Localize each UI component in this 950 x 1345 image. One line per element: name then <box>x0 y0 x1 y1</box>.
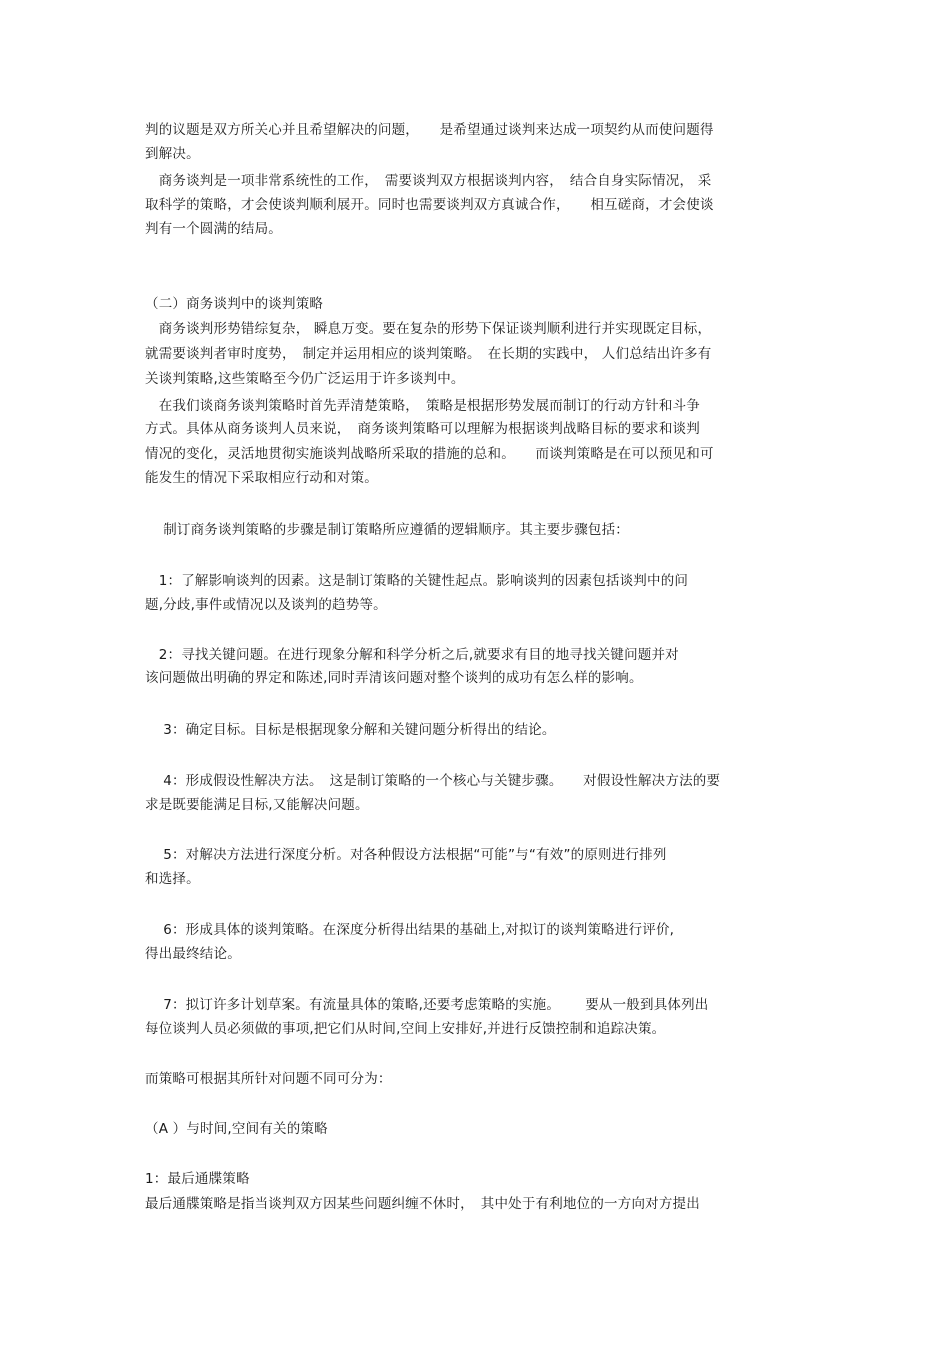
step-item: 1：了解影响谈判的因素。这是制订策略的关键性起点。影响谈判的因素包括谈判中的问 <box>145 573 689 589</box>
text-line: 判的议题是双方所关心并且希望解决的问题， 是希望通过谈判来达成一项契约从而使问题得 <box>145 122 714 138</box>
text-line: 到解决。 <box>145 146 200 162</box>
text-line: 该问题做出明确的界定和陈述,同时弄清该问题对整个谈判的成功有怎么样的影响。 <box>145 670 643 686</box>
step-item: 6：形成具体的谈判策略。在深度分析得出结果的基础上,对拟订的谈判策略进行评价, <box>145 922 675 938</box>
text-line: 关谈判策略,这些策略至今仍广泛运用于许多谈判中。 <box>145 371 465 387</box>
step-item: 4：形成假设性解决方法。 这是制订策略的一个核心与关键步骤。 对假设性解决方法的要 <box>145 773 721 789</box>
text-line: 题,分歧,事件或情况以及谈判的趋势等。 <box>145 597 387 613</box>
text-line: 取科学的策略，才会使谈判顺利展开。同时也需要谈判双方真诚合作， 相互磋商，才会使谈 <box>145 197 714 213</box>
subsection-heading: （A ）与时间,空间有关的策略 <box>145 1121 328 1137</box>
text-line: 商务谈判是一项非常系统性的工作， 需要谈判双方根据谈判内容， 结合自身实际情况， 采 <box>145 173 712 189</box>
text-line: 商务谈判形势错综复杂， 瞬息万变。要在复杂的形势下保证谈判顺利进行并实现既定目标， <box>145 321 712 337</box>
text-line: 方式。具体从商务谈判人员来说， 商务谈判策略可以理解为根据谈判战略目标的要求和谈判 <box>145 421 700 437</box>
step-item: 2：寻找关键问题。在进行现象分解和科学分析之后,就要求有目的地寻找关键问题并对 <box>145 647 679 663</box>
step-item: 3：确定目标。目标是根据现象分解和关键问题分析得出的结论。 <box>145 722 556 738</box>
text-line: 制订商务谈判策略的步骤是制订策略所应遵循的逻辑顺序。其主要步骤包括： <box>145 522 629 538</box>
text-line: 在我们谈商务谈判策略时首先弄清楚策略， 策略是根据形势发展而制订的行动方针和斗争 <box>145 398 700 414</box>
step-item: 5：对解决方法进行深度分析。对各种假设方法根据“可能”与“有效”的原则进行排列 <box>145 847 667 863</box>
text-line: 和选择。 <box>145 871 200 887</box>
text-line: 判有一个圆满的结局。 <box>145 221 282 237</box>
text-line: 能发生的情况下采取相应行动和对策。 <box>145 470 378 486</box>
step-item: 7：拟订许多计划草案。有流量具体的策略,还要考虑策略的实施。 要从一般到具体列出 <box>145 997 709 1013</box>
text-line: 就需要谈判者审时度势， 制定并运用相应的谈判策略。 在长期的实践中， 人们总结出许多有 <box>145 346 712 362</box>
text-line: 情况的变化，灵活地贯彻实施谈判战略所采取的措施的总和。 而谈判策略是在可以预见和可 <box>145 446 714 462</box>
text-line: 每位谈判人员必须做的事项,把它们从时间,空间上安排好,并进行反馈控制和追踪决策。 <box>145 1021 666 1037</box>
item-heading: 1：最后通牒策略 <box>145 1171 250 1187</box>
text-line: 最后通牒策略是指当谈判双方因某些问题纠缠不休时， 其中处于有利地位的一方向对方提出 <box>145 1196 700 1212</box>
section-heading: （二）商务谈判中的谈判策略 <box>145 296 324 312</box>
text-line: 求是既要能满足目标,又能解决问题。 <box>145 797 369 813</box>
text-line: 而策略可根据其所针对问题不同可分为： <box>145 1071 392 1087</box>
text-line: 得出最终结论。 <box>145 946 241 962</box>
